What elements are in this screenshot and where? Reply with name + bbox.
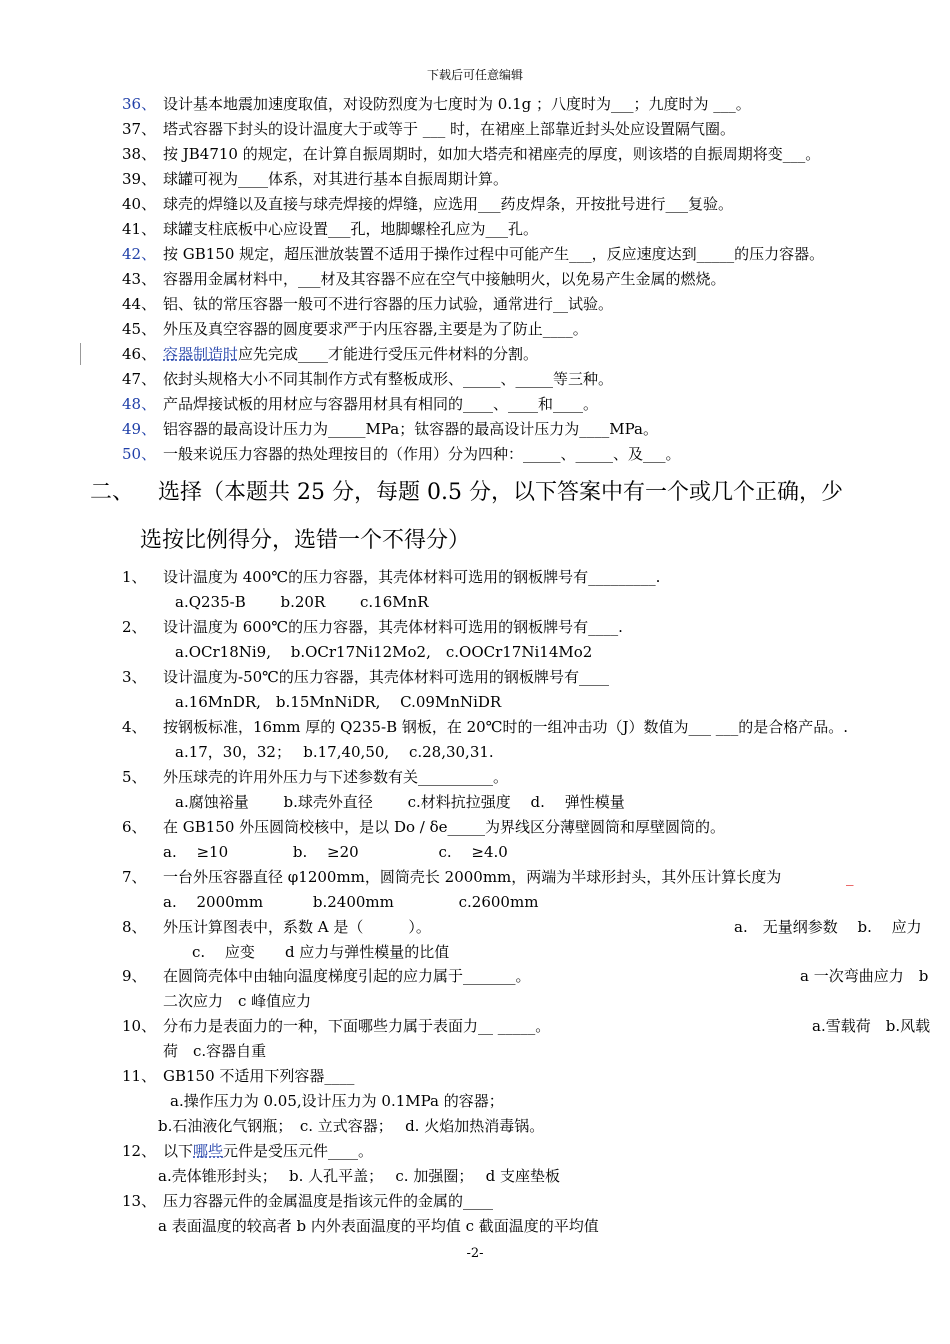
question-7-blank: _ [846,868,854,886]
question-text: 铝、钛的常压容器一般可不进行容器的压力试验，通常进行__试验。 [163,295,614,313]
question-text: 按 GB150 规定，超压泄放装置不适用于操作过程中可能产生___，反应速度达到_____的压力容器。 [163,245,825,263]
question-11-options-2: b.石油液化气钢瓶； c. 立式容器； d. 火焰加热消毒锅。 [158,1117,545,1135]
question-text: 球壳的焊缝以及直接与球壳焊接的焊缝，应选用___药皮焊条，开按批号进行___复验。 [163,195,734,213]
question-3-options: a.16MnDR, b.15MnNiDR, C.09MnNiDR [175,693,502,711]
question-8-options-right: a. 无量纲参数 b. 应力 [734,918,922,936]
question-13-options: a 表面温度的较高者 b 内外表面温度的平均值 c 截面温度的平均值 [158,1217,599,1235]
question-11-options: a.操作压力为 0.05,设计压力为 0.1MPa 的容器； [170,1092,504,1110]
question-number: 47、 [122,370,157,388]
question-number: 37、 [122,120,157,138]
comment-link[interactable]: 哪些 [193,1142,224,1160]
question-5-options: a.腐蚀裕量 b.球壳外直径 c.材料抗拉强度 d. 弹性模量 [175,793,625,811]
question-9-options-right: a 一次弯曲应力 b [800,967,929,985]
question-text: 一般来说压力容器的热处理按目的（作用）分为四种：_____、_____、及___。 [163,445,681,463]
comment-link[interactable]: 容器制造时 [163,345,239,363]
question-10-options: 荷 c.容器自重 [163,1042,267,1060]
question-text: 产品焊接试板的用材应与容器用材具有相同的____、____和____。 [163,395,599,413]
question-8-options: c. 应变 d 应力与弹性模量的比值 [192,943,450,961]
question-2-options: a.OCr18Ni9, b.OCr17Ni12Mo2, c.OOCr17Ni14Mo2 [175,643,593,661]
question-text: 依封头规格大小不同其制作方式有整板成形、_____、_____等三种。 [163,370,614,388]
question-text: 容器用金属材料中，___材及其容器不应在空气中接触明火，以免易产生金属的燃烧。 [163,270,726,288]
question-text: 球罐支柱底板中心应设置___孔，地脚螺栓孔应为___孔。 [163,220,539,238]
page-number: -2- [466,1246,484,1261]
question-number: 41、 [122,220,157,238]
question-10-options-right: a.雪载荷 b.风载 [812,1017,931,1035]
section-number: 二、 [90,480,135,505]
question-text-rest: 应先完成____才能进行受压元件材料的分割。 [238,345,539,363]
question-text [163,345,538,363]
question-6-options: a. ≥10 b. ≥20 c. ≥4.0 [163,843,508,861]
question-12-options: a.壳体锥形封头； b. 人孔平盖； c. 加强圈； d 支座垫板 [158,1167,560,1185]
question-number: 36、 [122,95,157,113]
question-number: 45、 [122,320,157,338]
document-page: 下载后可任意编辑 36、 设计基本地震加速度取值，对设防烈度为七度时为 0.1g ；八度时为___；九度时为 ___。 37、 塔式容器下封头的设计温度大于或等于 ___ 时，在裙座上部靠近封头处应设置隔气圈。 38、 按 JB4710 的规定，在计算自振周期时，如加大塔壳和裙座壳的厚度，则该塔的自振周期将变___。 39、 球罐可视为____体系，对其进行基本自振周期计算。 40、 球壳的焊缝以及直接与球壳焊接的焊缝，应选用___药皮焊条，开按批号进行___复验。 41、 球罐支柱底板中心应设置___孔，地脚螺栓孔应为___孔。 42、 按 GB150 规定，超压泄放装置不适用于操作过程中可能产生___，反应速度达到_____的压力容器。 43、 容器用金属材料中，___材及其容器不应在空气中接触明火，以免易产生金属的燃烧。 44、 铝、钛的常压容器一般可不进行容器的压力试验，通常进行__试验。 45、 外压及真空容器的圆度要求严于内压容器,主要是为了防止____。 46、 容器制造时应先完成____才能进行受压元件材料的分割。 47、 依封头规格大小不同其制作方式有整板成形、_____、_____等三种。 48、 产品焊接试板的用材应与容器用材具有相同的____、____和____。 49、 铝容器的最高设计压力为_____MPa；钛容器的最高设计压力为____MPa。 50、 一般来说压力容器的热处理按目的（作用）分为四种：_____、_____、及___。 二、 选择（本题共 25 分，每题 0.5 分，以下答案中有一个或几个正确，少 选按比例得分，选错一个不得分） 1、 设计温度为 400℃的压力容器，其壳体材料可选用的钢板牌号有_________. a.Q235-B b.20R c.16MnR 2、 设计温度为 600℃的压力容器，其壳体材料可选用的钢板牌号有____. a.OCr18Ni9, b.OCr17Ni12Mo2, c.OOCr17Ni14Mo2 3、 设计温度为-50℃的压力容器，其壳体材料可选用的钢板牌号有____ a.16MnDR, b.15MnNiDR, C.09MnNiDR 4、 按钢板标准，16mm 厚的 Q235-B 钢板，在 20℃时的一组冲击功（J）数值为___ ___的是合格产品。. a.17，30，32； b.17,40,50, c.28,30,31. 5、 外压球壳的许用外压力与下述参数有关__________。 a.腐蚀裕量 b.球壳外直径 c.材料抗拉强度 d. 弹性模量 6、 在 GB150 外压圆筒校核中，是以 Do / δe_____为界线区分薄壁圆筒和厚壁圆筒的。 a. ≥10 b. ≥20 c. ≥4.0 7、 一台外压容器直径 φ1200mm，圆筒壳长 2000mm，两端为半球形封头，其外压计算长度为 _ a. 2000mm b.2400mm c.2600mm 8、 外压计算图表中，系数 A 是（ ）。 a. 无量纲参数 b. 应力 c. 应变 d 应力与弹性模量的比值 9、 在圆筒壳体中由轴向温度梯度引起的应力属于_______。 a 一次弯曲应力 b 二次应力 c 峰值应力 10、 分布力是表面力的一种，下面哪些力属于表面力__ _____。 a.雪载荷 b.风载 荷 c.容器自重 11、 GB150 不适用下列容器____ a.操作压力为 0.05,设计压力为 0.1MPa 的容器； b.石油液化气钢瓶； c. 立式容器； d. 火焰加热消毒锅。 12、 以下哪些元件是受压元件____。 a.壳体锥形封头； b. 人孔平盖； c. 加强圈； d 支座垫板 13、 压力容器元件的金属温度是指该元件的金属的____ a 表面温度的较高者 b 内外表面温度的平均值 c 截面温度的平均值 -2- [0,0,950,1344]
question-number: 42、 [122,245,157,263]
question-number: 38、 [122,145,157,163]
question-text: 外压及真空容器的圆度要求严于内压容器,主要是为了防止____。 [163,320,588,338]
question-1-options: a.Q235-B b.20R c.16MnR [175,593,429,611]
question-number: 39、 [122,170,157,188]
section-title-line2: 选按比例得分，选错一个不得分） [140,528,471,553]
question-9-options: 二次应力 c 峰值应力 [163,992,312,1010]
question-7-options: a. 2000mm b.2400mm c.2600mm [163,893,539,911]
question-text: 铝容器的最高设计压力为_____MPa；钛容器的最高设计压力为____MPa。 [163,420,658,438]
section-title-line1: 选择（本题共 25 分，每题 0.5 分，以下答案中有一个或几个正确，少 [158,480,843,505]
question-4-options: a.17，30，32； b.17,40,50, c.28,30,31. [175,743,494,761]
change-bar [80,343,81,365]
question-text: 设计基本地震加速度取值，对设防烈度为七度时为 0.1g ；八度时为___；九度时为 ___。 [163,95,751,113]
question-text: 按 JB4710 的规定，在计算自振周期时，如加大塔壳和裙座壳的厚度，则该塔的自振周期将变___。 [163,145,821,163]
question-number: 43、 [122,270,157,288]
page-header: 下载后可任意编辑 [426,68,523,82]
question-number: 44、 [122,295,157,313]
question-number: 49、 [122,420,157,438]
question-number: 50、 [122,445,157,463]
question-text: 塔式容器下封头的设计温度大于或等于 ___ 时，在裙座上部靠近封头处应设置隔气圈。 [163,120,736,138]
question-number: 40、 [122,195,157,213]
question-number: 48、 [122,395,157,413]
question-text: 球罐可视为____体系，对其进行基本自振周期计算。 [163,170,509,188]
question-number: 46、 [122,345,157,363]
